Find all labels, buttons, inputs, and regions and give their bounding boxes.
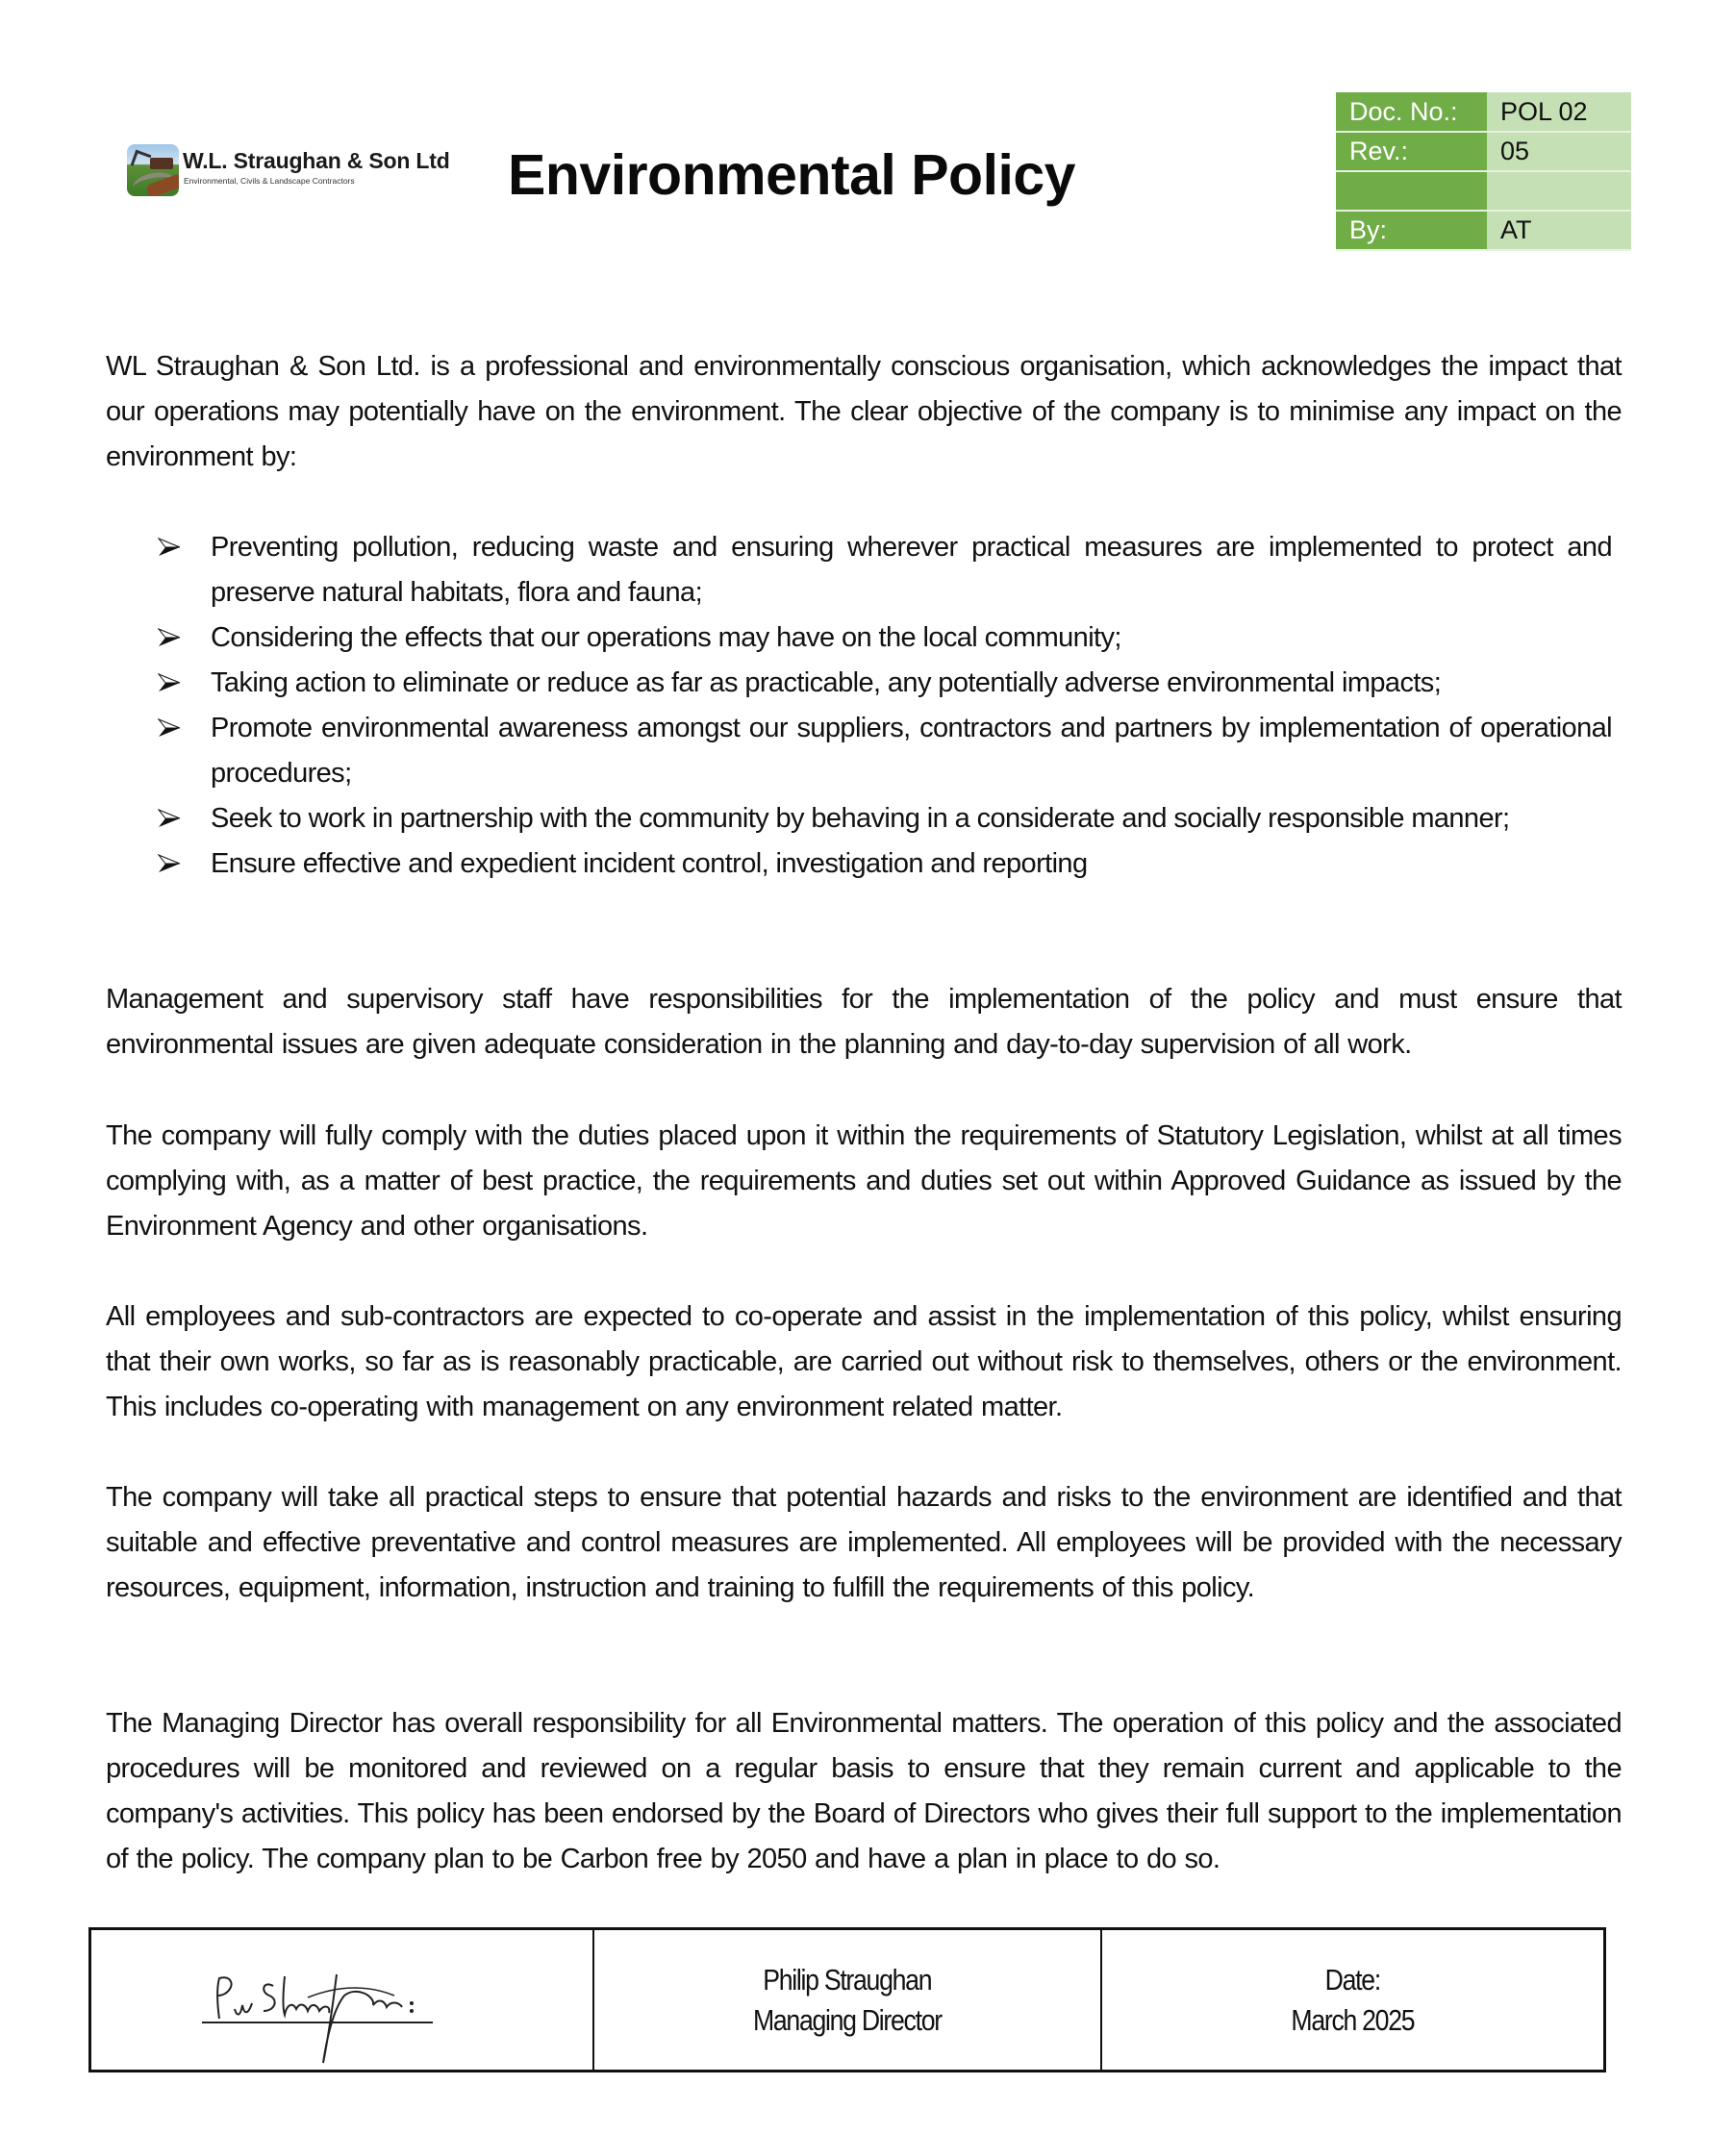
arrow-bullet-icon <box>158 628 181 647</box>
employees-paragraph: All employees and sub-contractors are expected to co-operate and assist in the implementation of this policy, whilst ensuring that their own works, so far as is reasonably practicable, are carried out without risk to themselves, others or the environment. This includes co-operating with management on any environment related matter. <box>106 1301 1622 1422</box>
signatory-name: Philip Straughan <box>763 1962 932 1997</box>
doc-info-row <box>1336 92 1631 132</box>
arrow-bullet-icon <box>158 718 181 738</box>
list-item-text: Ensure effective and expedient incident control, investigation and reporting <box>211 848 1088 879</box>
blank-label <box>1336 171 1487 211</box>
company-logo <box>125 142 471 200</box>
page-title: Environmental Policy <box>508 143 1075 207</box>
hazards-paragraph: The company will take all practical steps to ensure that potential hazards and risks to the environment are identified and that suitable and effective preventative and control measures are implemented. All employees will be provided with the necessary resources, equipment, information, instruction and training to fulfill the requirements of this policy. <box>106 1482 1622 1603</box>
doc-number-label: Doc. No.: <box>1336 92 1487 132</box>
date-value: March 2025 <box>1291 2002 1415 2037</box>
list-item-text: Promote environmental awareness amongst our suppliers, contractors and partners by implementation of operational procedures; <box>211 713 1612 789</box>
blank-value <box>1487 171 1631 211</box>
objectives-list <box>106 525 1622 887</box>
doc-info-row <box>1336 211 1631 250</box>
document-info-table <box>1336 92 1631 251</box>
list-item-text: Preventing pollution, reducing waste and ensuring wherever practical measures are implemented to protect and preserve natural habitats, flora and fauna; <box>211 532 1612 608</box>
responsibilities-paragraph: Management and supervisory staff have responsibilities for the implementation of the policy and must ensure that environmental issues are given adequate consideration in the planning and day-to-day supervision of all work. <box>106 984 1622 1060</box>
doc-info-row <box>1336 171 1631 211</box>
list-item <box>106 796 1622 841</box>
author-label: By: <box>1336 211 1487 250</box>
logo-image-icon <box>127 144 179 196</box>
list-item <box>106 841 1622 887</box>
list-item-text: Considering the effects that our operations may have on the local community; <box>211 622 1121 653</box>
list-item <box>106 615 1622 661</box>
date-label: Date: <box>1324 1962 1381 1997</box>
signatory-role: Managing Director <box>753 2002 942 2037</box>
arrow-bullet-icon <box>158 854 181 873</box>
list-item <box>106 706 1622 796</box>
signature-cell <box>91 1930 594 2070</box>
list-item-text: Taking action to eliminate or reduce as far as practicable, any potentially adverse environmental impacts; <box>211 667 1442 698</box>
company-tagline: Environmental, Civils & Landscape Contractors <box>184 176 355 186</box>
doc-number-value: POL 02 <box>1487 92 1631 132</box>
list-item <box>106 525 1622 615</box>
signature-image <box>202 1967 433 2072</box>
list-item <box>106 661 1622 706</box>
date-cell <box>1102 1930 1603 2070</box>
intro-paragraph: WL Straughan & Son Ltd. is a professional and environmentally conscious organisation, which acknowledges the impact that our operations may potentially have on the environment. The clear objective of the company is to minimise any impact on the environment by: <box>106 351 1622 472</box>
compliance-paragraph: The company will fully comply with the duties placed upon it within the requirements of Statutory Legislation, whilst at all times complying with, as a matter of best practice, the requirements and duties set out within Approved Guidance as issued by the Environment Agency and other organisations. <box>106 1120 1622 1242</box>
arrow-bullet-icon <box>158 538 181 557</box>
arrow-bullet-icon <box>158 809 181 828</box>
doc-info-row <box>1336 132 1631 171</box>
director-paragraph: The Managing Director has overall responsibility for all Environmental matters. The operation of this policy and the associated procedures will be monitored and reviewed on a regular basis to ensure that they remain current and applicable to the company's activities. This policy has been endorsed by the Board of Directors who gives their full support to the implementation of the policy. The company plan to be Carbon free by 2050 and have a plan in place to do so. <box>106 1708 1622 1874</box>
list-item-text: Seek to work in partnership with the community by behaving in a considerate and socially responsible manner; <box>211 803 1510 834</box>
arrow-bullet-icon <box>158 673 181 692</box>
revision-label: Rev.: <box>1336 132 1487 171</box>
revision-value: 05 <box>1487 132 1631 171</box>
signatory-cell <box>594 1930 1102 2070</box>
author-value: AT <box>1487 211 1631 250</box>
signoff-table <box>88 1927 1606 2072</box>
company-name: W.L. Straughan & Son Ltd <box>183 148 450 173</box>
